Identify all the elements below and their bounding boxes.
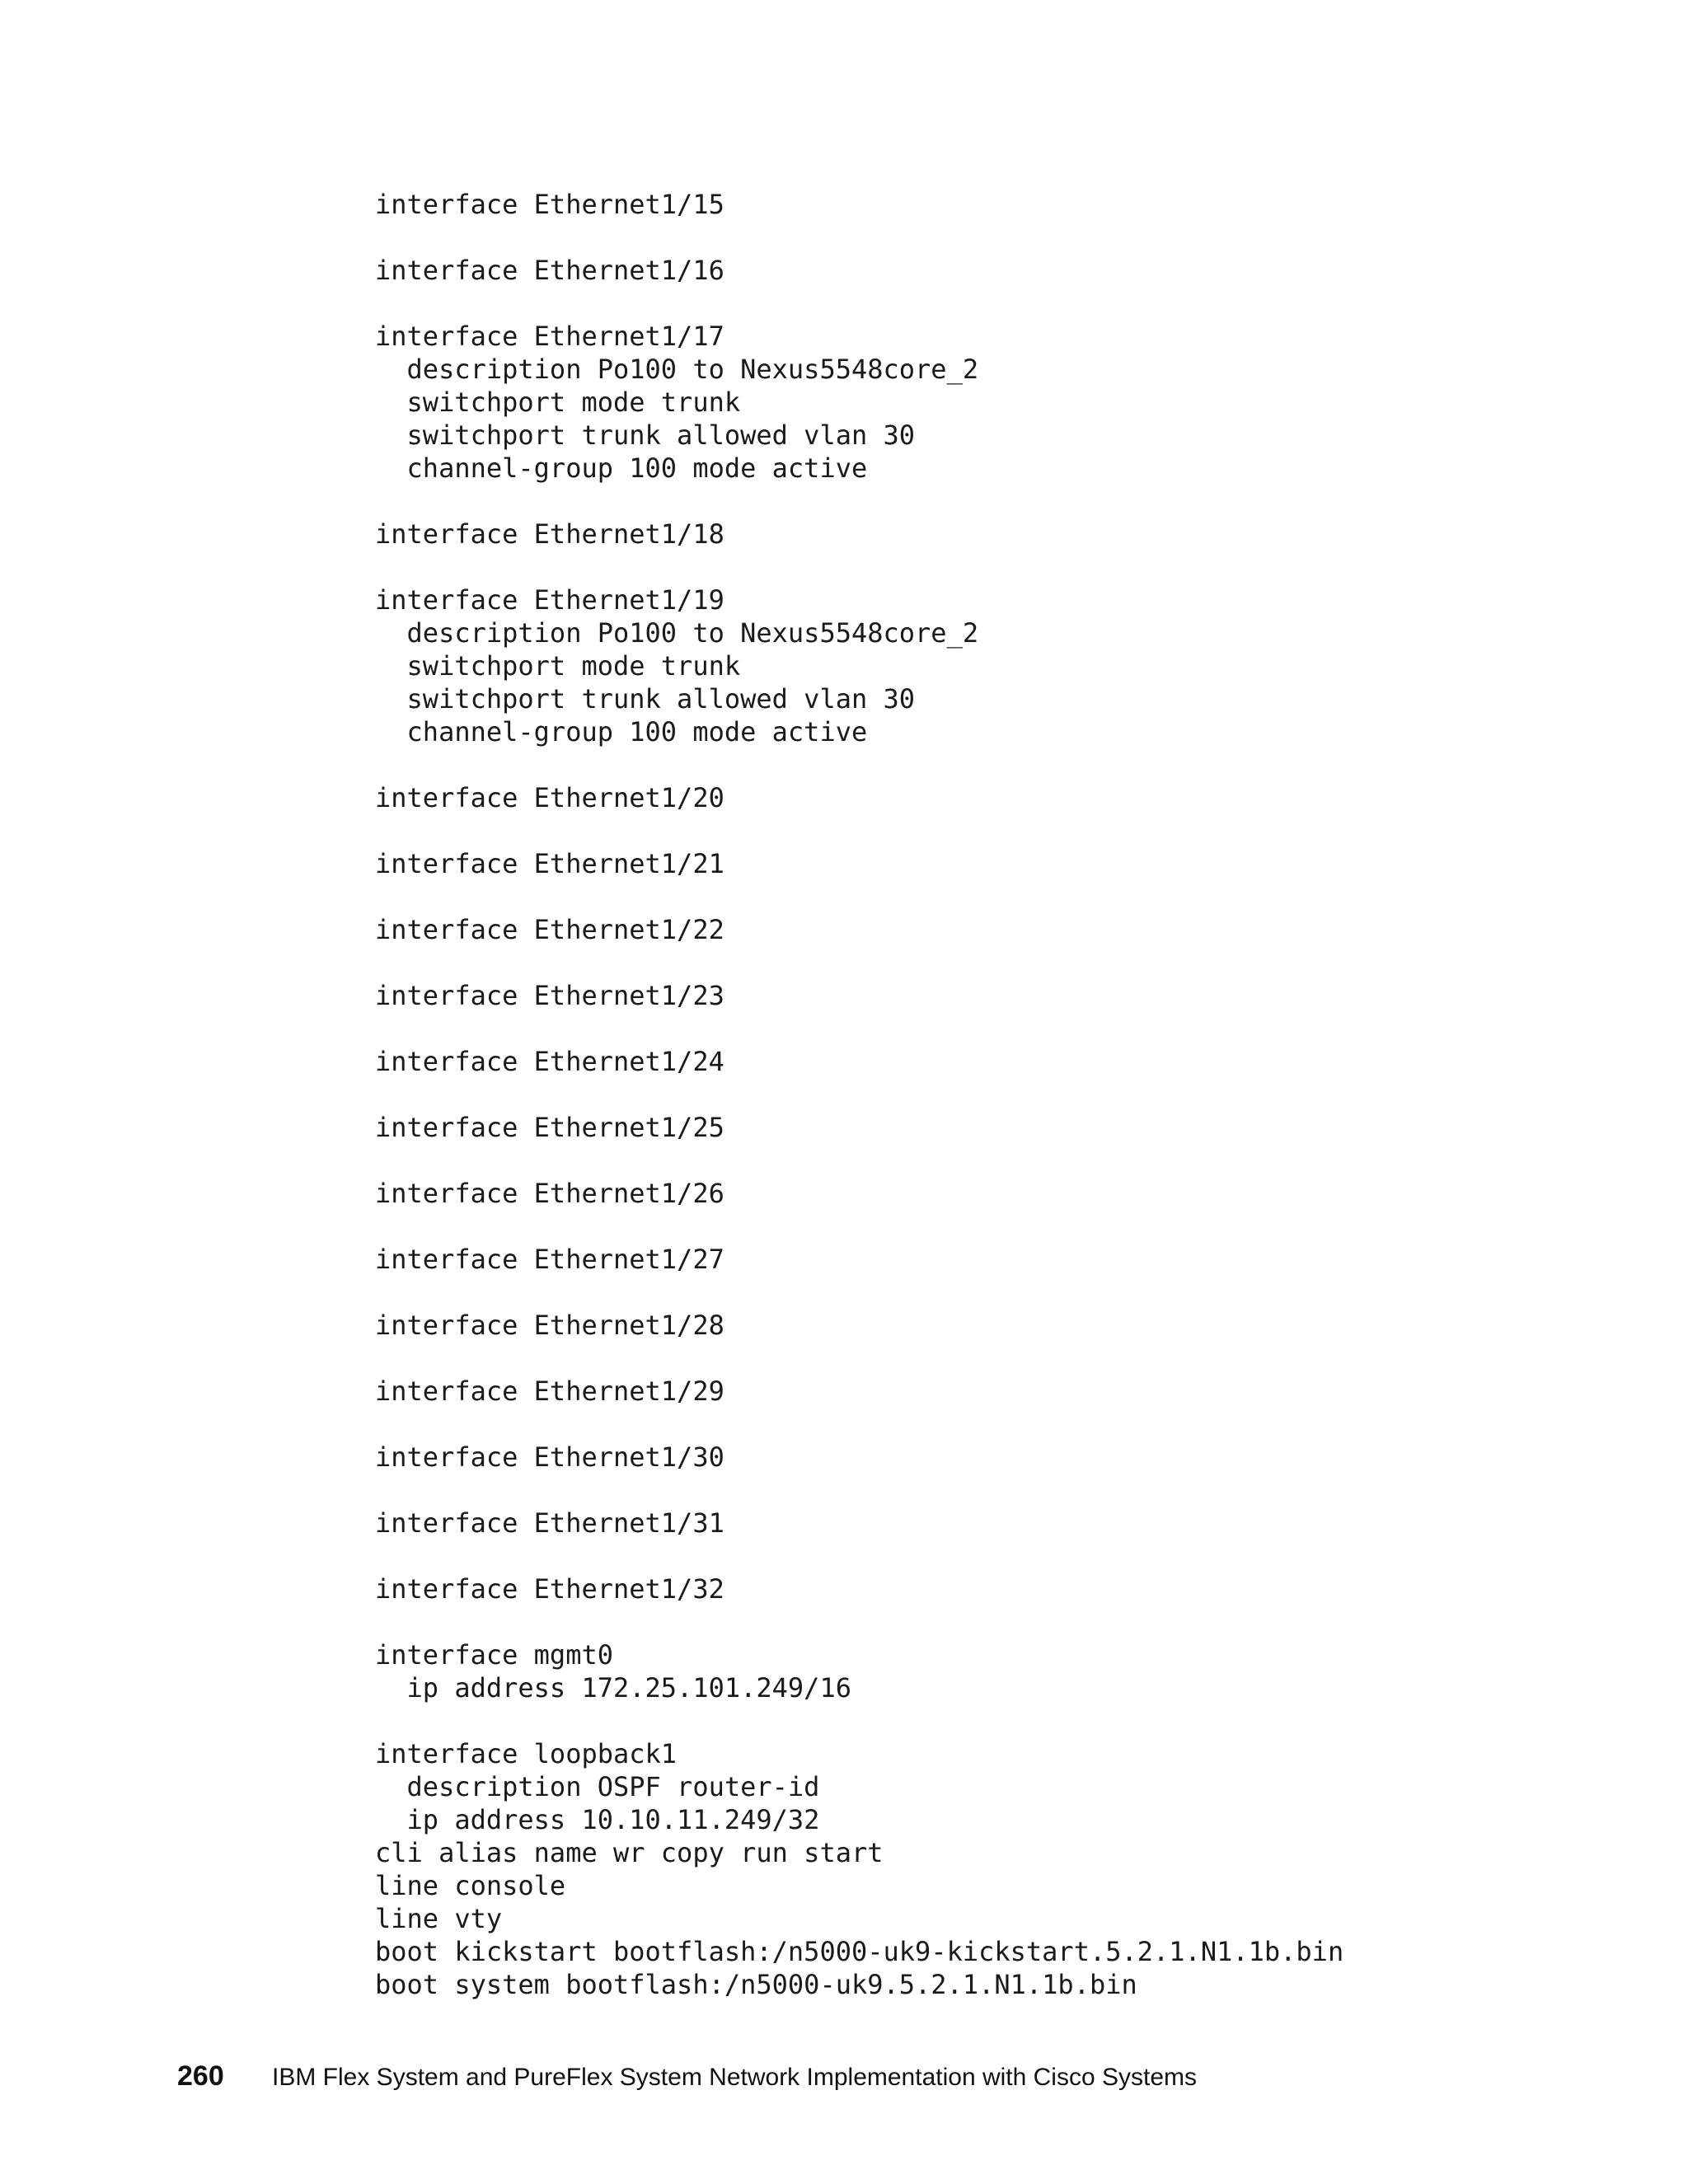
code-line: description Po100 to Nexus5548core_2 [375, 617, 979, 649]
code-line: cli alias name wr copy run start [375, 1837, 884, 1868]
blank-line [375, 1210, 1343, 1243]
blank-line [375, 1540, 1343, 1572]
code-line: interface Ethernet1/23 [375, 980, 724, 1011]
code-line: interface Ethernet1/25 [375, 1112, 724, 1143]
code-line: interface Ethernet1/28 [375, 1310, 724, 1341]
code-line: switchport trunk allowed vlan 30 [375, 419, 916, 451]
code-line: interface Ethernet1/30 [375, 1441, 724, 1473]
code-line: interface Ethernet1/15 [375, 189, 724, 220]
code-line: switchport mode trunk [375, 650, 741, 682]
blank-line [375, 1276, 1343, 1309]
config-code-block [375, 188, 1343, 2001]
code-line: interface mgmt0 [375, 1639, 613, 1671]
code-line: boot kickstart bootflash:/n5000-uk9-kickstart.5.2.1.N1.1b.bin [375, 1936, 1344, 1967]
code-line: interface Ethernet1/20 [375, 782, 724, 813]
blank-line [375, 880, 1343, 913]
code-line: switchport mode trunk [375, 387, 741, 418]
blank-line [375, 1078, 1343, 1111]
blank-line [375, 1474, 1343, 1507]
code-line: line console [375, 1870, 566, 1901]
blank-line [375, 221, 1343, 254]
code-line: interface Ethernet1/17 [375, 321, 724, 352]
blank-line [375, 551, 1343, 583]
code-line: interface Ethernet1/26 [375, 1178, 724, 1209]
blank-line [375, 485, 1343, 518]
code-line: interface Ethernet1/24 [375, 1046, 724, 1077]
code-line: interface Ethernet1/18 [375, 518, 724, 550]
blank-line [375, 1605, 1343, 1638]
code-line: interface Ethernet1/32 [375, 1573, 724, 1605]
page-number: 260 [177, 2060, 224, 2092]
code-line: ip address 10.10.11.249/32 [375, 1804, 820, 1835]
blank-line [375, 1342, 1343, 1375]
code-line: interface Ethernet1/27 [375, 1244, 724, 1275]
code-line: channel-group 100 mode active [375, 452, 868, 484]
blank-line [375, 814, 1343, 847]
book-title: IBM Flex System and PureFlex System Network Implementation with Cisco Systems [272, 2064, 1198, 2091]
code-line: boot system bootflash:/n5000-uk9.5.2.1.N1.1b.bin [375, 1969, 1137, 2000]
code-line: line vty [375, 1903, 503, 1934]
blank-line [375, 1144, 1343, 1177]
code-line: switchport trunk allowed vlan 30 [375, 683, 916, 715]
code-line: interface Ethernet1/21 [375, 848, 724, 879]
blank-line [375, 946, 1343, 979]
code-line: interface Ethernet1/29 [375, 1376, 724, 1407]
page-footer [177, 2060, 1197, 2093]
blank-line [375, 1012, 1343, 1045]
code-line: channel-group 100 mode active [375, 716, 868, 748]
code-line: interface Ethernet1/16 [375, 255, 724, 286]
blank-line [375, 748, 1343, 781]
code-line: interface Ethernet1/31 [375, 1507, 724, 1539]
code-line: ip address 172.25.101.249/16 [375, 1672, 851, 1704]
code-line: interface Ethernet1/22 [375, 914, 724, 945]
code-line: interface loopback1 [375, 1738, 678, 1769]
blank-line [375, 1704, 1343, 1737]
code-line: interface Ethernet1/19 [375, 584, 724, 616]
blank-line [375, 287, 1343, 320]
blank-line [375, 1408, 1343, 1441]
code-line: description OSPF router-id [375, 1771, 820, 1802]
code-line: description Po100 to Nexus5548core_2 [375, 354, 979, 385]
